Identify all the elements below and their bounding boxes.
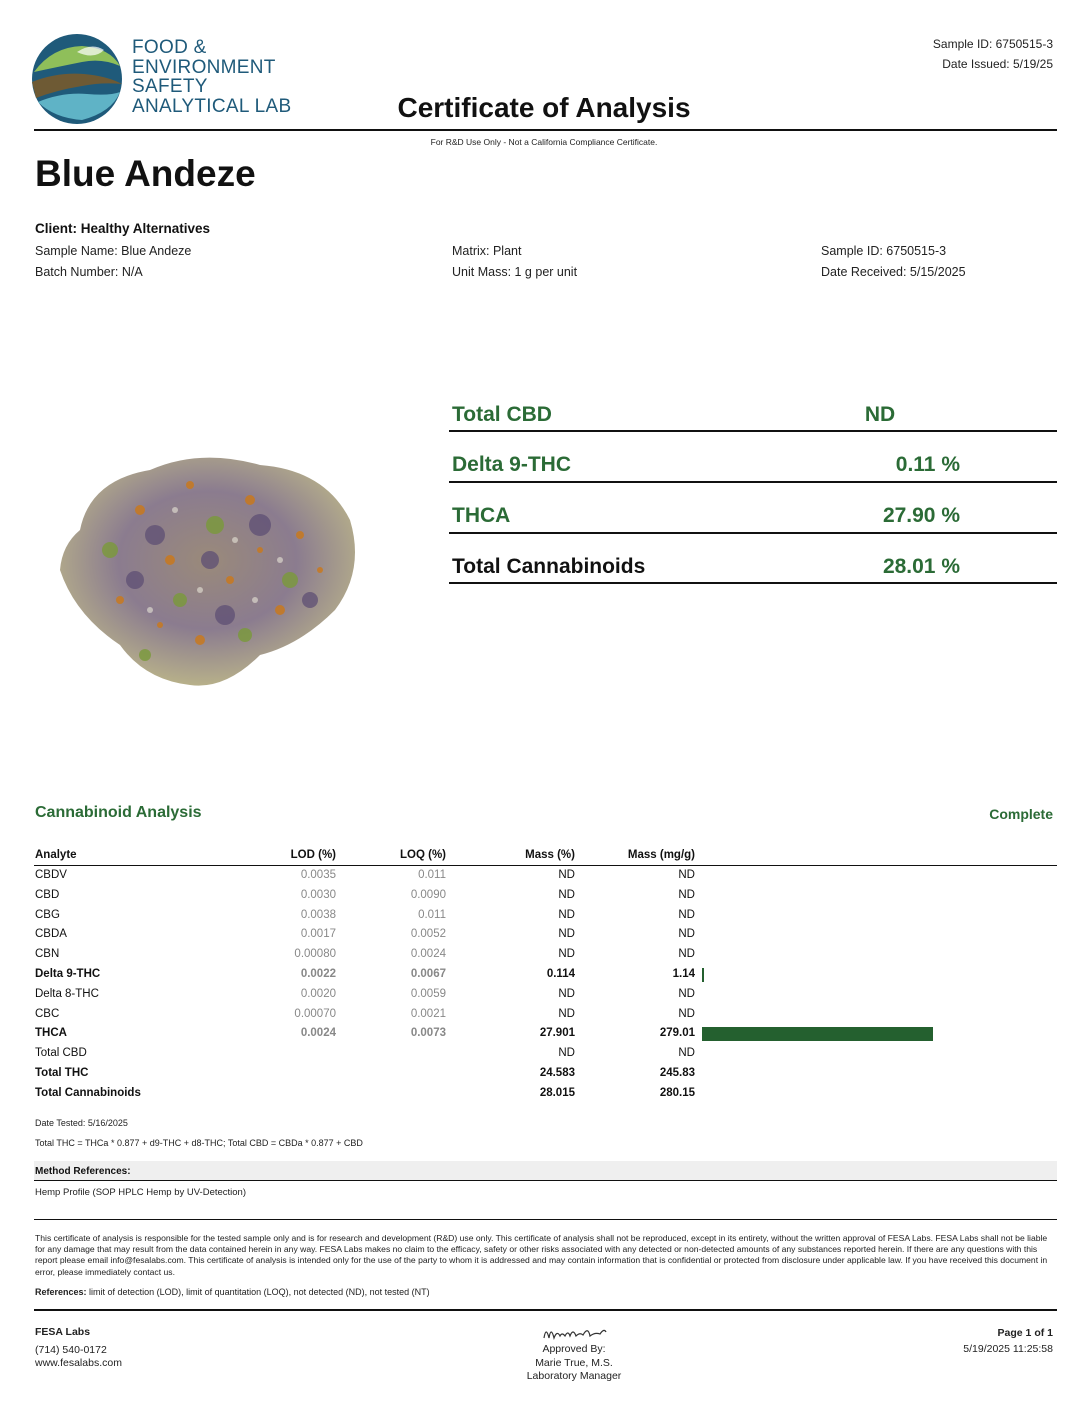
table-row (0, 1064, 1088, 1084)
cell-analyte: Total THC (35, 1067, 89, 1079)
cell-mass-mg: 279.01 (659, 1027, 695, 1040)
cell-loq: 0.011 (418, 908, 446, 921)
total-formula: Total THC = THCa * 0.877 + d9-THC + d8-THC; Total CBD = CBDa * 0.877 + CBD (35, 1138, 363, 1148)
footer-lab-name: FESA Labs (35, 1326, 91, 1338)
cell-analyte: CBN (35, 948, 60, 961)
cell-mass-mg: ND (678, 928, 695, 941)
table-row (0, 945, 1088, 965)
sample-id: Sample ID: 6750515-3 (821, 244, 947, 258)
mass-bar (702, 968, 704, 982)
summary-divider (449, 532, 1057, 534)
method-text: Hemp Profile (SOP HPLC Hemp by UV-Detection) (35, 1187, 247, 1198)
column-header-lod: LOD (%) (290, 849, 336, 861)
logo-line: ENVIRONMENT (132, 56, 276, 78)
cell-lod: 0.0038 (300, 908, 336, 921)
logo-line: ANALYTICAL LAB (132, 95, 292, 117)
cell-loq: 0.0090 (410, 888, 446, 901)
cell-analyte: CBDV (35, 869, 67, 881)
cell-mass-pct: ND (558, 948, 575, 961)
summary-label-total-cannabinoids: Total Cannabinoids (452, 555, 646, 578)
date-received: Date Received: 5/15/2025 (821, 265, 966, 279)
matrix: Matrix: Plant (452, 244, 522, 258)
cell-mass-pct: ND (558, 928, 575, 941)
table-row (0, 1024, 1088, 1044)
footer-lab-info (35, 1326, 122, 1371)
summary-divider (449, 582, 1057, 584)
cell-loq: 0.0067 (410, 968, 446, 980)
page-number: Page 1 of 1 (997, 1327, 1053, 1339)
footer-website: www.fesalabs.com (35, 1357, 122, 1369)
cell-mass-mg: ND (678, 869, 695, 881)
cell-lod: 0.00080 (294, 948, 336, 961)
header-date-issued: Date Issued: 5/19/25 (942, 57, 1053, 71)
references-label: References: (35, 1287, 87, 1297)
report-timestamp: 5/19/2025 11:25:58 (963, 1342, 1053, 1355)
summary-label-thca: THCA (452, 504, 511, 527)
sample-name: Sample Name: Blue Andeze (35, 244, 192, 258)
analysis-title: Cannabinoid Analysis (35, 804, 202, 821)
unit-mass: Unit Mass: 1 g per unit (452, 265, 578, 279)
cell-loq: 0.0059 (410, 987, 446, 1000)
batch-number: Batch Number: N/A (35, 265, 143, 279)
summary-divider (449, 430, 1057, 432)
header-meta (933, 34, 1053, 74)
summary-value-total-cbd: ND (864, 403, 896, 426)
cell-mass-pct: 28.015 (539, 1086, 575, 1099)
cell-analyte: CBDA (35, 928, 67, 941)
cell-lod: 0.0030 (300, 888, 336, 901)
approver-name: Marie True, M.S. (535, 1356, 613, 1369)
client-name: Client: Healthy Alternatives (35, 221, 211, 236)
table-row (0, 965, 1088, 985)
table-row (0, 985, 1088, 1005)
cell-mass-pct: ND (558, 1007, 575, 1020)
cell-mass-pct: ND (558, 869, 575, 881)
logo-line: FOOD & (132, 37, 207, 58)
table-row (0, 1084, 1088, 1104)
column-header-mass-mg: Mass (mg/g) (627, 849, 695, 861)
cell-mass-mg: 280.15 (659, 1086, 695, 1099)
cell-mass-pct: ND (558, 1047, 575, 1060)
cell-analyte: CBC (35, 1007, 60, 1020)
table-row (0, 1044, 1088, 1064)
footer-phone: (714) 540-0172 (35, 1343, 107, 1356)
summary-value-thca: 27.90 % (882, 504, 960, 527)
method-label: Method References: (35, 1166, 131, 1177)
cell-analyte: CBG (35, 908, 60, 921)
cell-mass-mg: ND (678, 888, 695, 901)
method-header-band (34, 1161, 1057, 1181)
summary-value-total-cannabinoids: 28.01 % (882, 555, 960, 578)
approver-title: Laboratory Manager (526, 1370, 622, 1382)
document-title: Certificate of Analysis (397, 92, 691, 123)
date-tested: Date Tested: 5/16/2025 (35, 1118, 128, 1128)
disclaimer: This certificate of analysis is responsible for the tested sample only and is for research and development (R&D) use only. This certificate of analysis shall not be reproduced, except in its entirety, without the written approval of FESA Labs. FESA Labs shall not be liable for any damage that may result from the data contained herein in any way. FESA Labs makes no claim to the efficacy, safety or other risks associated with any detected or non-detected amounts of any substances reported herein. If there are any questions with this report please email info@fesalabs.com. This certificate of analysis is intended only for the use of the party to whom it is addressed and may contain information that is confidential or protected from disclosure under applicable law. If you have received this document in error, please immediately contact us. (35, 1233, 1048, 1277)
divider (34, 129, 1057, 131)
analysis-status: Complete (989, 806, 1053, 822)
divider (34, 1219, 1057, 1220)
references-text: limit of detection (LOD), limit of quantitation (LOQ), not detected (ND), not tested (NT) (89, 1287, 430, 1297)
summary-label-delta9-thc: Delta 9-THC (452, 453, 572, 476)
references (35, 1287, 430, 1297)
table-row (0, 1005, 1088, 1025)
cell-mass-mg: ND (678, 1047, 695, 1060)
cell-mass-mg: ND (678, 1007, 695, 1020)
cell-analyte: Total CBD (35, 1047, 87, 1060)
cell-lod: 0.0020 (300, 987, 336, 1000)
cell-mass-pct: ND (558, 888, 575, 901)
footer-page-info (963, 1326, 1053, 1357)
column-header-analyte: Analyte (35, 849, 77, 861)
cell-mass-mg: ND (678, 908, 695, 921)
column-header-mass-pct: Mass (%) (525, 849, 575, 861)
product-photo (50, 440, 370, 705)
cell-analyte: CBD (35, 888, 60, 901)
cell-lod: 0.0024 (300, 1027, 336, 1040)
cell-loq: 0.0021 (410, 1007, 446, 1020)
product-name: Blue Andeze (35, 153, 256, 194)
cell-loq: 0.0052 (410, 928, 446, 941)
cell-analyte: Delta 9-THC (35, 968, 101, 980)
cell-lod: 0.00070 (294, 1007, 336, 1020)
divider (34, 1309, 1057, 1311)
approved-by-label: Approved By: (542, 1343, 606, 1355)
table-row (0, 866, 1088, 886)
cell-analyte: Total Cannabinoids (35, 1086, 141, 1099)
header-sample-id: Sample ID: 6750515-3 (932, 37, 1053, 51)
summary-value-delta9-thc: 0.11 % (895, 453, 960, 476)
cell-lod: 0.0022 (300, 968, 336, 980)
cell-mass-mg: ND (678, 948, 695, 961)
summary-label-total-cbd: Total CBD (452, 403, 552, 426)
footer-approval (444, 1343, 704, 1384)
cell-mass-pct: ND (558, 987, 575, 1000)
table-row (0, 925, 1088, 945)
cell-mass-pct: 24.583 (539, 1067, 575, 1079)
table-row (0, 906, 1088, 926)
column-header-loq: LOQ (%) (400, 849, 446, 861)
cell-mass-mg: ND (678, 987, 695, 1000)
cell-loq: 0.0073 (410, 1027, 446, 1040)
cell-mass-pct: 27.901 (539, 1027, 575, 1040)
cell-loq: 0.011 (418, 869, 446, 881)
cell-mass-pct: 0.114 (546, 968, 575, 980)
signature (540, 1320, 610, 1344)
mass-bar (702, 1027, 933, 1041)
cell-mass-mg: 245.83 (659, 1067, 695, 1079)
cell-analyte: Delta 8-THC (35, 987, 99, 1000)
cell-lod: 0.0017 (300, 928, 336, 941)
cell-lod: 0.0035 (300, 869, 336, 881)
cell-analyte: THCA (35, 1027, 67, 1040)
table-row (0, 886, 1088, 906)
cell-mass-pct: ND (558, 908, 575, 921)
rnd-note: For R&D Use Only - Not a California Compliance Certificate. (430, 137, 658, 147)
cell-mass-mg: 1.14 (672, 968, 695, 980)
cell-loq: 0.0024 (410, 948, 446, 961)
logo-line: SAFETY (132, 76, 208, 97)
summary-divider (449, 481, 1057, 483)
